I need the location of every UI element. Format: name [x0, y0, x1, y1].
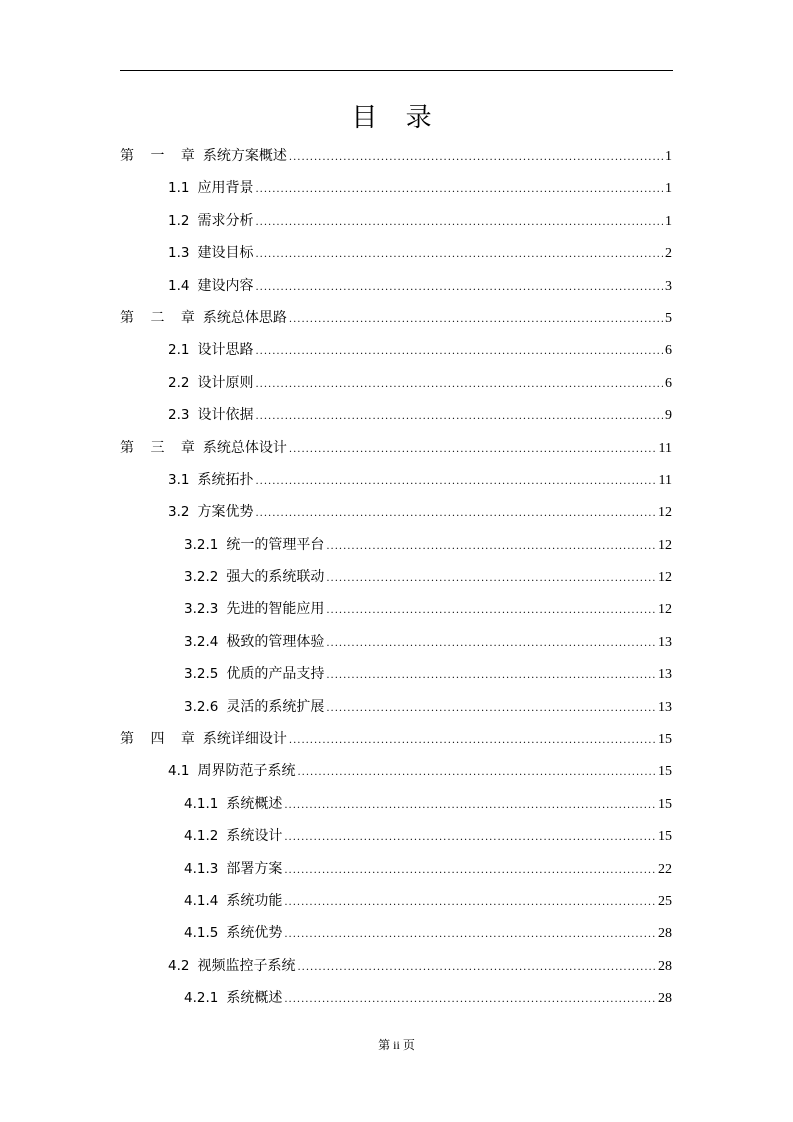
- toc-entry[interactable]: [120, 691, 672, 723]
- toc-section-number: 4.1.1: [184, 795, 219, 812]
- toc-entry-title: 优质的产品支持: [226, 666, 325, 683]
- toc-entry[interactable]: [120, 917, 672, 949]
- toc-entry[interactable]: [120, 982, 672, 1014]
- toc-section-number: 1.1: [168, 180, 190, 197]
- toc-page-number: 1: [665, 181, 672, 197]
- toc-page-number: 11: [658, 440, 672, 456]
- toc-page-number: 12: [658, 537, 672, 553]
- toc-entry[interactable]: [120, 464, 672, 496]
- toc-entry[interactable]: [120, 496, 672, 528]
- toc-page-number: 13: [658, 634, 672, 650]
- toc-dot-leader: [326, 660, 656, 692]
- toc-entry[interactable]: [120, 334, 672, 366]
- toc-section-number: 2.1: [168, 342, 190, 359]
- toc-page-number: 5: [665, 310, 672, 326]
- toc-entry-title: 建设目标: [197, 245, 254, 262]
- toc-entry-title: 设计思路: [197, 342, 254, 359]
- toc-entry[interactable]: [120, 302, 672, 334]
- toc-page-number: 2: [665, 246, 672, 262]
- toc-entry[interactable]: [120, 950, 672, 982]
- toc-dot-leader: [255, 466, 656, 498]
- toc-page-number: 15: [658, 764, 672, 780]
- toc-entry-title: 建设内容: [197, 277, 254, 294]
- toc-page-number: 22: [658, 861, 672, 877]
- toc-entry[interactable]: [120, 723, 672, 755]
- toc-entry[interactable]: [120, 561, 672, 593]
- toc-dot-leader: [284, 919, 656, 951]
- toc-dot-leader: [255, 174, 663, 206]
- toc-page-number: 12: [658, 505, 672, 521]
- toc-section-number: 3.2.6: [184, 698, 219, 715]
- toc-entry[interactable]: [120, 593, 672, 625]
- toc-entry-title: 强大的系统联动: [226, 569, 325, 586]
- toc-page-number: 1: [665, 149, 672, 164]
- toc-entry[interactable]: [120, 853, 672, 885]
- toc-entry[interactable]: [120, 237, 672, 269]
- toc-dot-leader: [284, 984, 656, 1016]
- toc-dot-leader: [326, 693, 656, 725]
- toc-entry-title: 系统拓扑: [197, 471, 254, 488]
- toc-entry[interactable]: [120, 399, 672, 431]
- toc-entry-title: 系统总体思路: [202, 309, 287, 326]
- toc-dot-leader: [255, 369, 663, 401]
- toc-entry-title: 设计原则: [197, 374, 254, 391]
- toc-section-number: 3.1: [168, 471, 190, 488]
- toc-entry[interactable]: [120, 205, 672, 237]
- toc-section-number: 4.1.3: [184, 860, 219, 877]
- toc-dot-leader: [326, 628, 656, 660]
- toc-section-number: 3.2: [168, 504, 190, 521]
- toc-section-number: 4.1.4: [184, 892, 219, 909]
- toc-dot-leader: [326, 563, 656, 595]
- toc-page-number: 28: [658, 958, 672, 974]
- toc-page-number: 15: [658, 796, 672, 812]
- toc-dot-leader: [289, 434, 657, 466]
- toc-entry-title: 方案优势: [197, 504, 254, 521]
- toc-dot-leader: [284, 855, 656, 887]
- toc-page-number: 15: [658, 829, 672, 845]
- toc-entry-title: 极致的管理体验: [226, 633, 325, 650]
- toc-section-number: 4.1: [168, 763, 190, 780]
- toc-dot-leader: [255, 336, 663, 368]
- toc-page-number: 12: [658, 570, 672, 586]
- toc-section-number: 3.2.1: [184, 536, 219, 553]
- toc-entry-title: 先进的智能应用: [226, 601, 325, 618]
- toc-entry-title: 周界防范子系统: [197, 763, 296, 780]
- toc-entry[interactable]: [120, 626, 672, 658]
- toc-section-number: 1.3: [168, 245, 190, 262]
- toc-entry-title: 系统概述: [226, 990, 283, 1007]
- toc-dot-leader: [255, 401, 663, 433]
- toc-entry-title: 系统设计: [226, 828, 283, 845]
- toc-section-number: 2.3: [168, 407, 190, 424]
- toc-page-number: 15: [658, 732, 672, 748]
- toc-entry-title: 系统概述: [226, 795, 283, 812]
- toc-chapter-label: 第 一 章: [120, 148, 201, 164]
- toc-list: [120, 140, 672, 1015]
- toc-dot-leader: [255, 207, 663, 239]
- toc-section-number: 4.2.1: [184, 990, 219, 1007]
- toc-dot-leader: [289, 725, 656, 757]
- toc-entry[interactable]: [120, 367, 672, 399]
- toc-dot-leader: [297, 757, 656, 789]
- toc-dot-leader: [289, 304, 663, 336]
- toc-entry[interactable]: [120, 820, 672, 852]
- toc-entry[interactable]: [120, 755, 672, 787]
- toc-page-number: 6: [665, 343, 672, 359]
- toc-section-number: 1.4: [168, 277, 190, 294]
- toc-entry-title: 视频监控子系统: [197, 957, 296, 974]
- toc-entry-title: 灵活的系统扩展: [226, 698, 325, 715]
- toc-dot-leader: [289, 142, 663, 174]
- toc-dot-leader: [326, 531, 656, 563]
- toc-section-number: 3.2.3: [184, 601, 219, 618]
- toc-entry-title: 需求分析: [197, 212, 254, 229]
- toc-dot-leader: [255, 239, 663, 271]
- toc-entry-title: 系统方案概述: [202, 148, 287, 164]
- toc-page-number: 12: [658, 602, 672, 618]
- toc-dot-leader: [284, 790, 656, 822]
- toc-title: 目 录: [351, 103, 442, 133]
- toc-entry-title: 系统优势: [226, 925, 283, 942]
- toc-section-number: 3.2.5: [184, 666, 219, 683]
- toc-page-number: 28: [658, 926, 672, 942]
- toc-dot-leader: [284, 887, 656, 919]
- toc-section-number: 3.2.4: [184, 633, 219, 650]
- toc-entry-title: 部署方案: [226, 860, 283, 877]
- toc-section-number: 2.2: [168, 374, 190, 391]
- toc-entry[interactable]: [120, 885, 672, 917]
- toc-section-number: 4.1.2: [184, 828, 219, 845]
- toc-page-number: 13: [658, 699, 672, 715]
- toc-chapter-label: 第 二 章: [120, 309, 201, 326]
- toc-entry[interactable]: [120, 788, 672, 820]
- toc-dot-leader: [284, 822, 656, 854]
- toc-entry[interactable]: [120, 658, 672, 690]
- toc-page-number: 9: [665, 408, 672, 424]
- toc-dot-leader: [326, 595, 656, 627]
- toc-chapter-label: 第 四 章: [120, 731, 201, 748]
- toc-entry[interactable]: [120, 432, 672, 464]
- toc-page-number: 11: [658, 472, 672, 488]
- toc-entry-title: 系统详细设计: [202, 731, 287, 748]
- toc-page-number: 6: [665, 375, 672, 391]
- toc-page-number: 13: [658, 667, 672, 683]
- toc-dot-leader: [297, 952, 656, 984]
- toc-entry-title: 系统总体设计: [202, 439, 287, 456]
- toc-entry-title: 系统功能: [226, 892, 283, 909]
- toc-entry-title: 应用背景: [197, 180, 254, 197]
- toc-section-number: 1.2: [168, 212, 190, 229]
- toc-page-number: 3: [665, 278, 672, 294]
- toc-page-number: 28: [658, 991, 672, 1007]
- toc-entry[interactable]: [120, 172, 672, 204]
- toc-section-number: 4.2: [168, 957, 190, 974]
- toc-dot-leader: [255, 498, 656, 530]
- page-number-footer: 第 ii 页: [378, 1038, 415, 1052]
- toc-chapter-label: 第 三 章: [120, 439, 201, 456]
- toc-page-number: 25: [658, 893, 672, 909]
- header-rule: [120, 70, 673, 71]
- toc-entry[interactable]: [120, 529, 672, 561]
- toc-entry-title: 设计依据: [197, 407, 254, 424]
- toc-section-number: 4.1.5: [184, 925, 219, 942]
- toc-dot-leader: [255, 272, 663, 304]
- toc-page-number: 1: [665, 213, 672, 229]
- toc-entry[interactable]: [120, 140, 672, 172]
- toc-section-number: 3.2.2: [184, 569, 219, 586]
- toc-entry-title: 统一的管理平台: [226, 536, 325, 553]
- toc-entry[interactable]: [120, 270, 672, 302]
